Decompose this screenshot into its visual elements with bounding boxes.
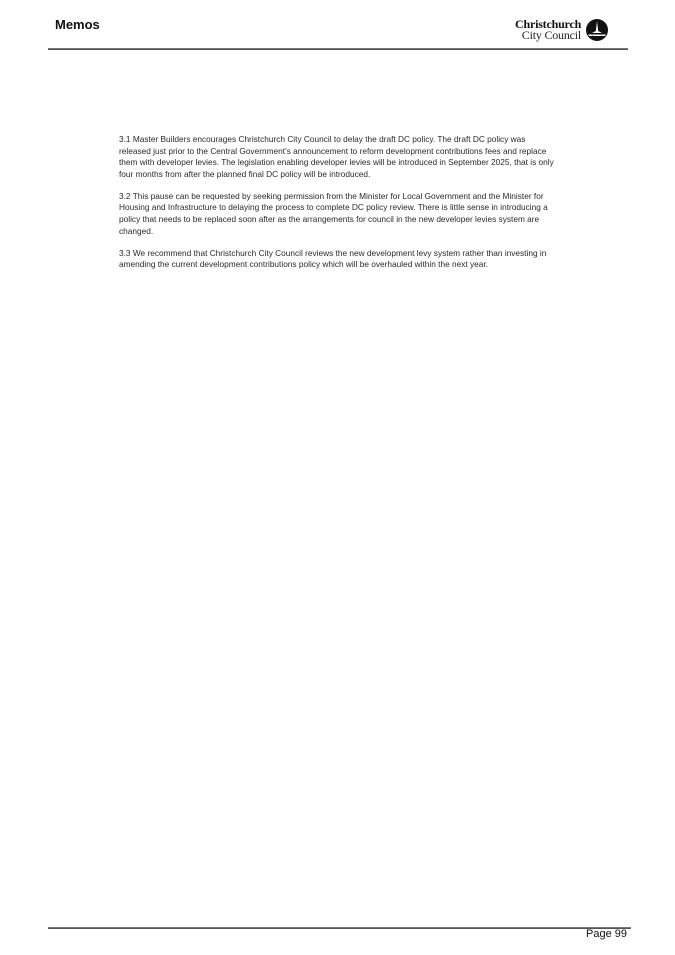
cathedral-logo-icon [585,18,609,42]
logo-line-1: Christchurch [515,17,582,31]
section-title: Memos [55,17,100,32]
page-number: Page 99 [586,928,627,940]
paragraph-3-2: 3.2 This pause can be requested by seeking permission from the Minister for Local Government and the Minister for Housing and Infrastructure to delaying the process to complete DC policy review. There is little sense in introducing a policy that needs to be replaced soon after as the arrangements for council in the new developer levies system are changed. [119,190,548,236]
logo-text [515,19,581,41]
paragraph-3-3: 3.3 We recommend that Christchurch City Council reviews the new development levy system rather than investing in amending the current development contributions policy which will be overhauled within the next year. [119,247,547,270]
footer-divider [48,927,631,929]
paragraph-3-1: 3.1 Master Builders encourages Christchurch City Council to delay the draft DC policy. The draft DC policy was released just prior to the Central Government’s announcement to reform development contributions fees and replace them with developer levies. The legislation enabling developer levies will be introduced in September 2025, that is only four months from after the planned final DC policy will be introduced. [119,134,554,179]
memo-body [119,134,559,281]
council-logo [515,16,620,44]
header-divider [48,48,628,50]
logo-line-2: City Council [521,28,582,42]
